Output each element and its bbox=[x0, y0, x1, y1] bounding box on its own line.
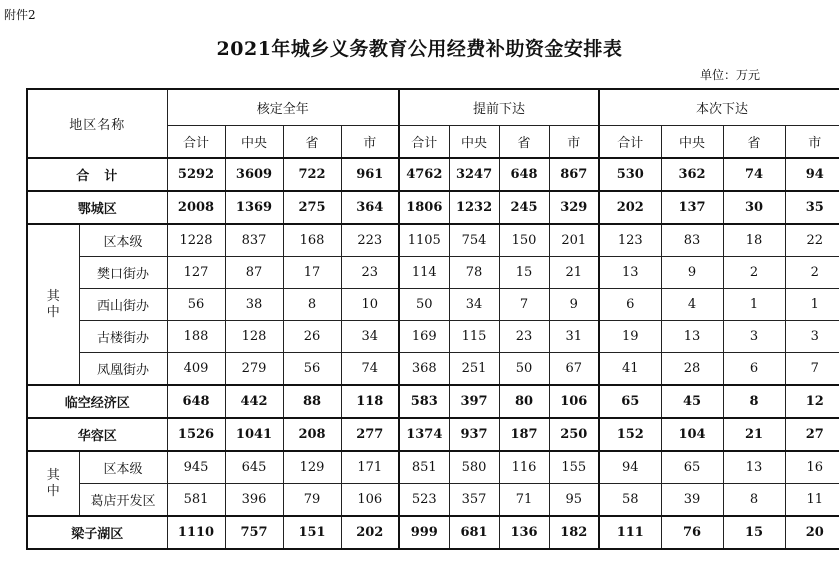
cell: 187 bbox=[499, 418, 549, 451]
cell: 7 bbox=[785, 353, 839, 386]
cell: 30 bbox=[723, 191, 785, 224]
cell: 15 bbox=[499, 257, 549, 289]
cell: 22 bbox=[785, 224, 839, 257]
cell: 362 bbox=[661, 158, 723, 191]
row-label: 葛店开发区 bbox=[79, 484, 167, 517]
cell: 245 bbox=[499, 191, 549, 224]
sub-header: 中央 bbox=[449, 126, 499, 159]
cell: 111 bbox=[599, 516, 661, 549]
cell: 23 bbox=[499, 321, 549, 353]
cell: 123 bbox=[599, 224, 661, 257]
cell: 23 bbox=[341, 257, 399, 289]
cell: 1806 bbox=[399, 191, 449, 224]
sub-header: 中央 bbox=[661, 126, 723, 159]
cell: 201 bbox=[549, 224, 599, 257]
cell: 2008 bbox=[167, 191, 225, 224]
cell: 581 bbox=[167, 484, 225, 517]
cell: 396 bbox=[225, 484, 283, 517]
cell: 1 bbox=[785, 289, 839, 321]
cell: 34 bbox=[449, 289, 499, 321]
cell: 94 bbox=[599, 451, 661, 484]
sub-header: 市 bbox=[549, 126, 599, 159]
cell: 83 bbox=[661, 224, 723, 257]
cell: 114 bbox=[399, 257, 449, 289]
cell: 681 bbox=[449, 516, 499, 549]
cell: 1 bbox=[723, 289, 785, 321]
cell: 127 bbox=[167, 257, 225, 289]
cell: 41 bbox=[599, 353, 661, 386]
cell: 71 bbox=[499, 484, 549, 517]
cell: 31 bbox=[549, 321, 599, 353]
cell: 45 bbox=[661, 385, 723, 418]
cell: 202 bbox=[599, 191, 661, 224]
cell: 94 bbox=[785, 158, 839, 191]
cell: 523 bbox=[399, 484, 449, 517]
sub-header: 省 bbox=[283, 126, 341, 159]
cell: 182 bbox=[549, 516, 599, 549]
row-label: 临空经济区 bbox=[27, 385, 167, 418]
sub-header: 合计 bbox=[599, 126, 661, 159]
row-label: 鄂城区 bbox=[27, 191, 167, 224]
cell: 583 bbox=[399, 385, 449, 418]
cell: 2 bbox=[785, 257, 839, 289]
sub-header: 合计 bbox=[167, 126, 225, 159]
cell: 223 bbox=[341, 224, 399, 257]
cell: 1041 bbox=[225, 418, 283, 451]
cell: 851 bbox=[399, 451, 449, 484]
cell: 34 bbox=[341, 321, 399, 353]
table-row bbox=[27, 353, 839, 386]
cell: 20 bbox=[785, 516, 839, 549]
cell: 95 bbox=[549, 484, 599, 517]
cell: 78 bbox=[449, 257, 499, 289]
cell: 1374 bbox=[399, 418, 449, 451]
cell: 168 bbox=[283, 224, 341, 257]
cell: 5292 bbox=[167, 158, 225, 191]
cell: 645 bbox=[225, 451, 283, 484]
cell: 1232 bbox=[449, 191, 499, 224]
cell: 80 bbox=[499, 385, 549, 418]
cell: 6 bbox=[599, 289, 661, 321]
cell: 10 bbox=[341, 289, 399, 321]
sub-header: 市 bbox=[785, 126, 839, 159]
sub-header: 省 bbox=[499, 126, 549, 159]
cell: 7 bbox=[499, 289, 549, 321]
cell: 106 bbox=[341, 484, 399, 517]
cell: 580 bbox=[449, 451, 499, 484]
cell: 13 bbox=[599, 257, 661, 289]
cell: 87 bbox=[225, 257, 283, 289]
cell: 18 bbox=[723, 224, 785, 257]
cell: 28 bbox=[661, 353, 723, 386]
table-row bbox=[27, 158, 839, 191]
cell: 50 bbox=[499, 353, 549, 386]
cell: 17 bbox=[283, 257, 341, 289]
sub-header: 合计 bbox=[399, 126, 449, 159]
table-row bbox=[27, 418, 839, 451]
cell: 1228 bbox=[167, 224, 225, 257]
cell: 364 bbox=[341, 191, 399, 224]
cell: 65 bbox=[599, 385, 661, 418]
table-row bbox=[27, 484, 839, 517]
cell: 39 bbox=[661, 484, 723, 517]
cell: 151 bbox=[283, 516, 341, 549]
cell: 129 bbox=[283, 451, 341, 484]
sub-header: 中央 bbox=[225, 126, 283, 159]
row-label: 樊口街办 bbox=[79, 257, 167, 289]
cell: 13 bbox=[723, 451, 785, 484]
cell: 999 bbox=[399, 516, 449, 549]
table-row bbox=[27, 451, 839, 484]
row-label: 梁子湖区 bbox=[27, 516, 167, 549]
cell: 11 bbox=[785, 484, 839, 517]
cell: 3 bbox=[723, 321, 785, 353]
cell: 116 bbox=[499, 451, 549, 484]
cell: 152 bbox=[599, 418, 661, 451]
cell: 8 bbox=[723, 484, 785, 517]
cell: 65 bbox=[661, 451, 723, 484]
group-header-annual: 核定全年 bbox=[167, 89, 399, 126]
cell: 3247 bbox=[449, 158, 499, 191]
cell: 21 bbox=[723, 418, 785, 451]
cell: 188 bbox=[167, 321, 225, 353]
cell: 15 bbox=[723, 516, 785, 549]
cell: 118 bbox=[341, 385, 399, 418]
cell: 6 bbox=[723, 353, 785, 386]
row-label: 西山街办 bbox=[79, 289, 167, 321]
cell: 442 bbox=[225, 385, 283, 418]
cell: 279 bbox=[225, 353, 283, 386]
cell: 150 bbox=[499, 224, 549, 257]
cell: 155 bbox=[549, 451, 599, 484]
cell: 67 bbox=[549, 353, 599, 386]
cell: 74 bbox=[723, 158, 785, 191]
cell: 357 bbox=[449, 484, 499, 517]
cell: 397 bbox=[449, 385, 499, 418]
cell: 409 bbox=[167, 353, 225, 386]
cell: 56 bbox=[283, 353, 341, 386]
table-row bbox=[27, 321, 839, 353]
sub-header: 市 bbox=[341, 126, 399, 159]
cell: 169 bbox=[399, 321, 449, 353]
cell: 1369 bbox=[225, 191, 283, 224]
allocation-table bbox=[26, 88, 839, 550]
cell: 26 bbox=[283, 321, 341, 353]
cell: 961 bbox=[341, 158, 399, 191]
cell: 1526 bbox=[167, 418, 225, 451]
table-row bbox=[27, 385, 839, 418]
cell: 937 bbox=[449, 418, 499, 451]
qizhong-label: 其 中 bbox=[27, 451, 79, 516]
cell: 137 bbox=[661, 191, 723, 224]
cell: 88 bbox=[283, 385, 341, 418]
cell: 12 bbox=[785, 385, 839, 418]
cell: 4762 bbox=[399, 158, 449, 191]
cell: 104 bbox=[661, 418, 723, 451]
table-row bbox=[27, 191, 839, 224]
cell: 19 bbox=[599, 321, 661, 353]
table-row bbox=[27, 224, 839, 257]
cell: 74 bbox=[341, 353, 399, 386]
cell: 251 bbox=[449, 353, 499, 386]
cell: 79 bbox=[283, 484, 341, 517]
cell: 202 bbox=[341, 516, 399, 549]
cell: 3609 bbox=[225, 158, 283, 191]
row-label: 华容区 bbox=[27, 418, 167, 451]
cell: 368 bbox=[399, 353, 449, 386]
cell: 128 bbox=[225, 321, 283, 353]
cell: 8 bbox=[723, 385, 785, 418]
table-row bbox=[27, 257, 839, 289]
row-label: 合 计 bbox=[27, 158, 167, 191]
table-row bbox=[27, 516, 839, 549]
cell: 1105 bbox=[399, 224, 449, 257]
cell: 171 bbox=[341, 451, 399, 484]
cell: 329 bbox=[549, 191, 599, 224]
row-label: 区本级 bbox=[79, 451, 167, 484]
row-label: 古楼街办 bbox=[79, 321, 167, 353]
cell: 275 bbox=[283, 191, 341, 224]
cell: 208 bbox=[283, 418, 341, 451]
cell: 1110 bbox=[167, 516, 225, 549]
cell: 530 bbox=[599, 158, 661, 191]
row-label: 区本级 bbox=[79, 224, 167, 257]
cell: 58 bbox=[599, 484, 661, 517]
cell: 3 bbox=[785, 321, 839, 353]
cell: 250 bbox=[549, 418, 599, 451]
cell: 115 bbox=[449, 321, 499, 353]
header-row-groups bbox=[27, 89, 839, 126]
cell: 136 bbox=[499, 516, 549, 549]
cell: 837 bbox=[225, 224, 283, 257]
page-title: 2021年城乡义务教育公用经费补助资金安排表 bbox=[216, 38, 623, 60]
cell: 35 bbox=[785, 191, 839, 224]
cell: 867 bbox=[549, 158, 599, 191]
sub-header: 省 bbox=[723, 126, 785, 159]
cell: 722 bbox=[283, 158, 341, 191]
cell: 648 bbox=[167, 385, 225, 418]
cell: 50 bbox=[399, 289, 449, 321]
cell: 106 bbox=[549, 385, 599, 418]
group-header-advance: 提前下达 bbox=[399, 89, 599, 126]
cell: 754 bbox=[449, 224, 499, 257]
cell: 2 bbox=[723, 257, 785, 289]
region-header: 地区名称 bbox=[27, 89, 167, 158]
cell: 277 bbox=[341, 418, 399, 451]
cell: 648 bbox=[499, 158, 549, 191]
cell: 9 bbox=[661, 257, 723, 289]
cell: 8 bbox=[283, 289, 341, 321]
cell: 13 bbox=[661, 321, 723, 353]
qizhong-label: 其 中 bbox=[27, 224, 79, 385]
cell: 38 bbox=[225, 289, 283, 321]
table-row bbox=[27, 289, 839, 321]
cell: 4 bbox=[661, 289, 723, 321]
unit-label: 单位：万元 bbox=[700, 68, 761, 82]
cell: 56 bbox=[167, 289, 225, 321]
annex-label: 附件2 bbox=[4, 8, 36, 22]
cell: 27 bbox=[785, 418, 839, 451]
cell: 76 bbox=[661, 516, 723, 549]
row-label: 凤凰街办 bbox=[79, 353, 167, 386]
cell: 9 bbox=[549, 289, 599, 321]
cell: 16 bbox=[785, 451, 839, 484]
cell: 945 bbox=[167, 451, 225, 484]
cell: 757 bbox=[225, 516, 283, 549]
group-header-current: 本次下达 bbox=[599, 89, 839, 126]
cell: 21 bbox=[549, 257, 599, 289]
